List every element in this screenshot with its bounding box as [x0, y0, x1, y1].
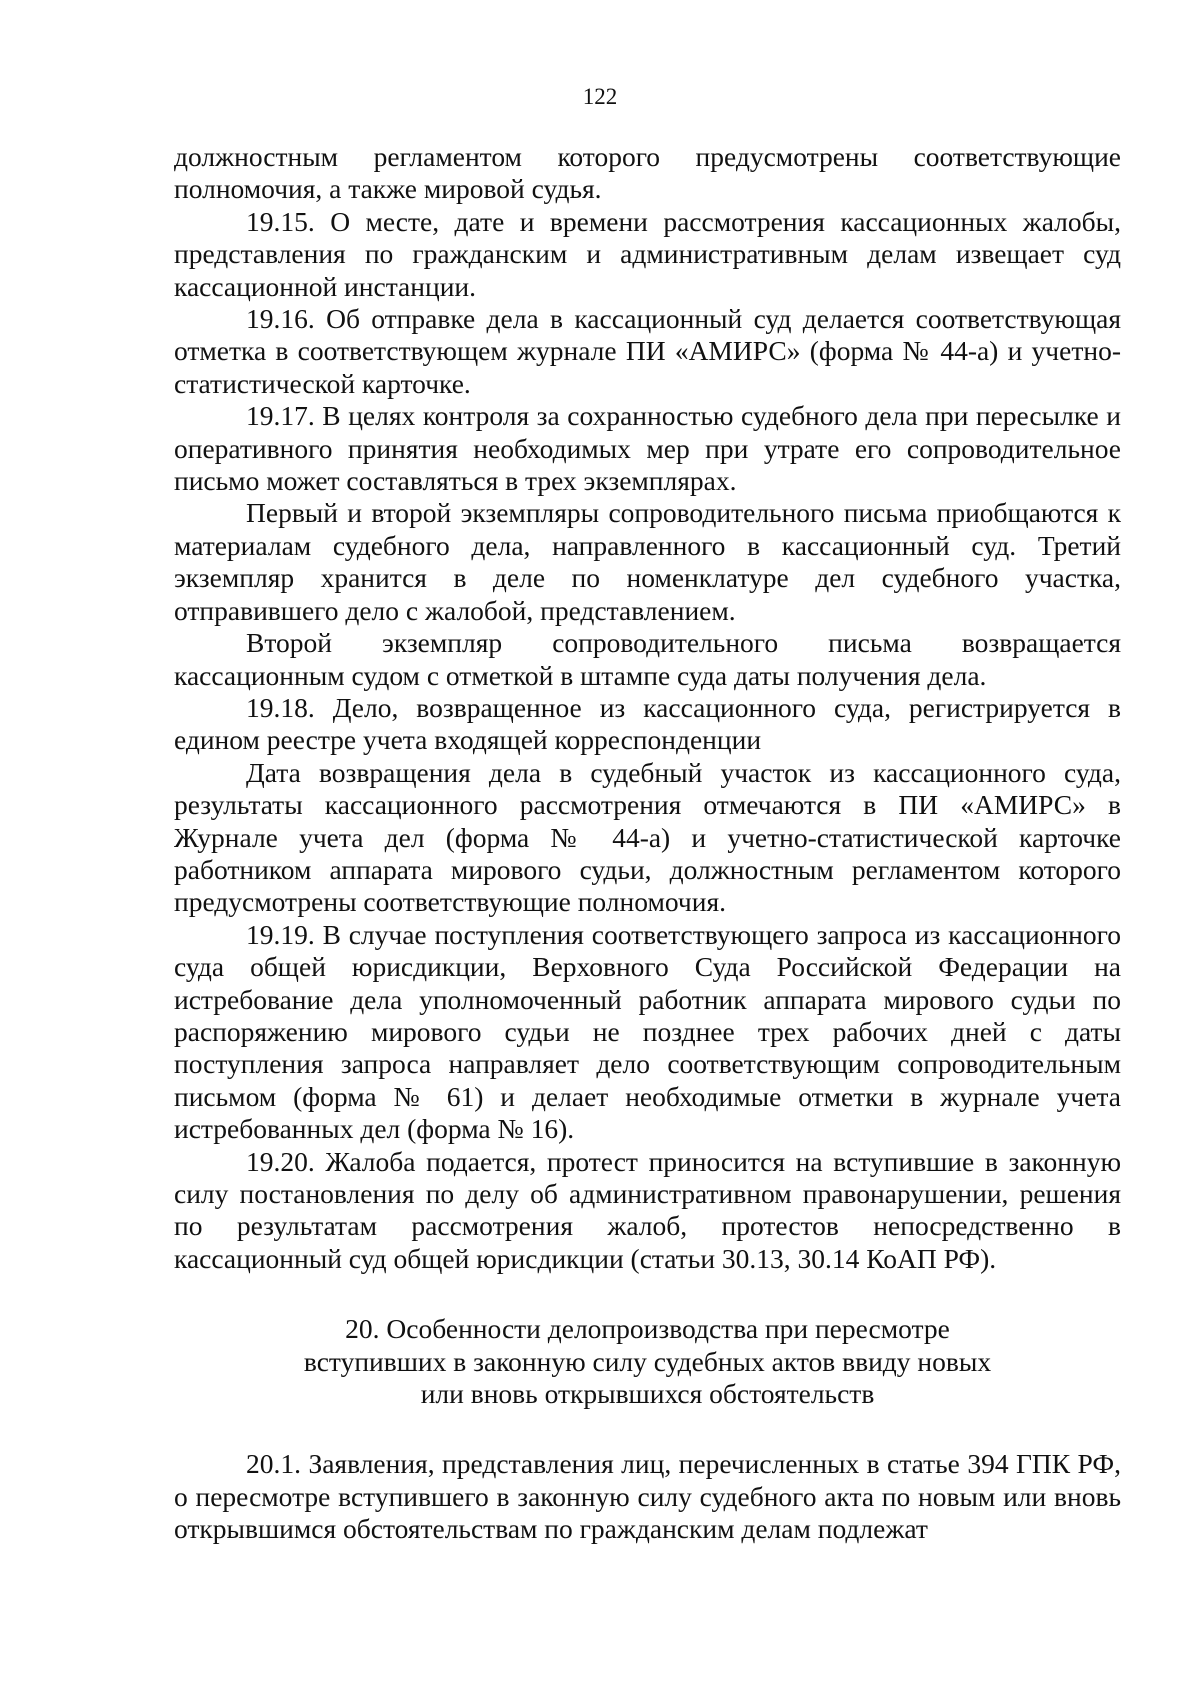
paragraph-19-20: 19.20. Жалоба подается, протест приносится на вступившие в законную силу постановления по делу об административном правонарушении, решения по результатам рассмотрения жалоб, протестов непосредственно в кассационный суд общей юрисдикции (статьи 30.13, 30.14 КоАП РФ).: [174, 1145, 1121, 1274]
paragraph-19-19: 19.19. В случае поступления соответствующего запроса из кассационного суда общей юрисдикции, Верховного Суда Российской Федерации на истребование дела уполномоченный работник аппарата мирового судьи по распоряжению мирового судьи не позднее трех рабочих дней с даты поступления запроса направляет дело соответствующим сопроводительным письмом (форма № 61) и делает необходимые отметки в журнале учета истребованных дел (форма № 16).: [174, 918, 1121, 1145]
paragraph-19-17-copies: Первый и второй экземпляры сопроводительного письма приобщаются к материалам судебного дела, направленного в кассационный суд. Третий экземпляр хранится в деле по номенклатуре дел судебного участка, отправившего дело с жалобой, представлением.: [174, 497, 1121, 626]
section-heading-line: или вновь открывшихся обстоятельств: [420, 1378, 875, 1410]
section-heading-line: вступивших в законную силу судебных актов ввиду новых: [303, 1345, 992, 1377]
section-heading-20: [174, 1313, 1121, 1410]
page-number: 122: [582, 84, 618, 109]
paragraph-19-17-second-copy: Второй экземпляр сопроводительного письма возвращается кассационным судом с отметкой в штампе суда даты получения дела.: [174, 627, 1121, 691]
paragraph-20-1: 20.1. Заявления, представления лиц, перечисленных в статье 394 ГПК РФ, о пересмотре вступившего в законную силу судебного акта по новым или вновь открывшимся обстоятельствам по гражданским делам подлежат: [174, 1448, 1121, 1545]
paragraph-19-18-return-date: Дата возвращения дела в судебный участок из кассационного суда, результаты кассационного рассмотрения отмечаются в ПИ «АМИРС» в Журнале учета дел (форма № 44-а) и учетно-статистической карточке работником аппарата мирового судьи, должностным регламентом которого предусмотрены соответствующие полномочия.: [174, 756, 1121, 918]
section-heading-line: 20. Особенности делопроизводства при пересмотре: [345, 1313, 950, 1345]
document-body: [174, 141, 1121, 1546]
paragraph-19-16: 19.16. Об отправке дела в кассационный суд делается соответствующая отметка в соответствующем журнале ПИ «АМИРС» (форма № 44-а) и учетно-статистической карточке.: [174, 303, 1121, 399]
paragraph-19-18: 19.18. Дело, возвращенное из кассационного суда, регистрируется в едином реестре учета входящей корреспонденции: [174, 691, 1121, 756]
paragraph-19-15: 19.15. О месте, дате и времени рассмотрения кассационных жалобы, представления по гражданским и административным делам извещает суд кассационной инстанции.: [174, 205, 1121, 302]
paragraph-continuation: должностным регламентом которого предусмотрены соответствующие полномочия, а также мировой судья.: [174, 141, 1121, 205]
paragraph-19-17: 19.17. В целях контроля за сохранностью судебного дела при пересылке и оперативного принятия необходимых мер при утрате его сопроводительное письмо может составляться в трех экземплярах.: [174, 400, 1121, 497]
